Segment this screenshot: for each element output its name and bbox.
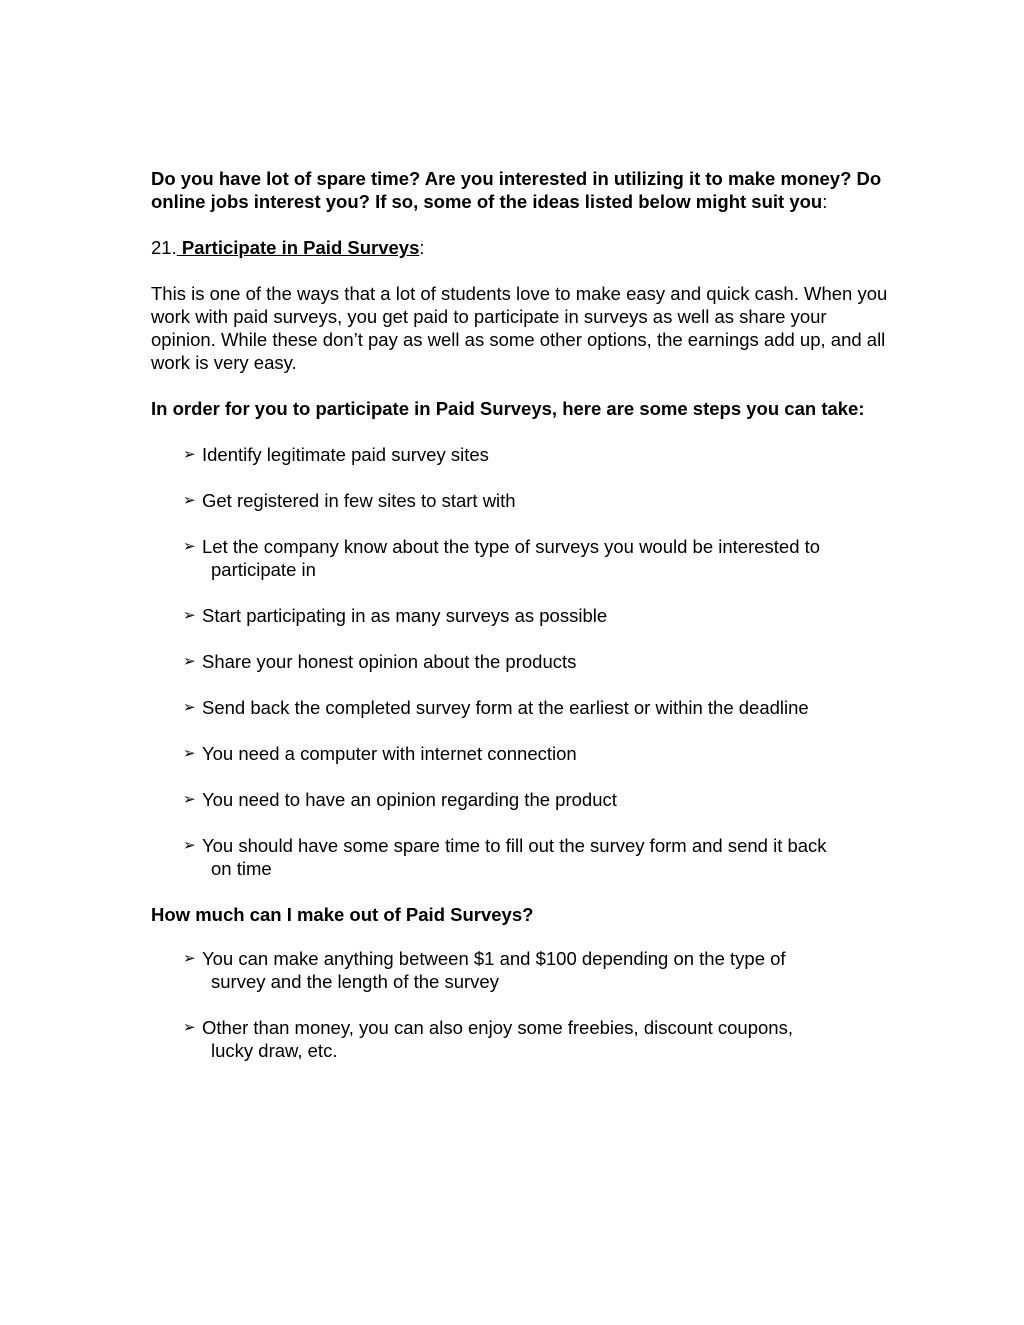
- arrow-bullet-icon: ➢: [183, 537, 196, 555]
- intro-colon: :: [822, 191, 828, 212]
- list-item-continuation: on time: [211, 858, 272, 879]
- list-item: [183, 489, 891, 512]
- list-item-text: Identify legitimate paid survey sites: [202, 444, 489, 465]
- steps-heading: In order for you to participate in Paid Surveys, here are some steps you can take:: [151, 398, 865, 419]
- list-item-text: Share your honest opinion about the products: [202, 651, 577, 672]
- section-title: Participate in Paid Surveys: [176, 237, 420, 258]
- arrow-bullet-icon: ➢: [183, 652, 196, 670]
- earnings-list: [151, 947, 891, 1062]
- list-item: [183, 834, 891, 880]
- list-item-text: Other than money, you can also enjoy some freebies, discount coupons,: [202, 1017, 793, 1038]
- arrow-bullet-icon: ➢: [183, 744, 196, 762]
- arrow-bullet-icon: ➢: [183, 790, 196, 808]
- list-item-text: Get registered in few sites to start with: [202, 490, 516, 511]
- list-item-text: You need a computer with internet connection: [202, 743, 577, 764]
- document-page: [151, 167, 891, 1085]
- section-colon: :: [419, 237, 425, 258]
- list-item: [183, 443, 891, 466]
- list-item: [183, 696, 891, 719]
- arrow-bullet-icon: ➢: [183, 606, 196, 624]
- list-item-continuation: participate in: [211, 559, 316, 580]
- arrow-bullet-icon: ➢: [183, 698, 196, 716]
- list-item: [183, 535, 891, 581]
- arrow-bullet-icon: ➢: [183, 491, 196, 509]
- list-item-text: You can make anything between $1 and $100 depending on the type of: [202, 948, 786, 969]
- earnings-heading: How much can I make out of Paid Surveys?: [151, 904, 534, 925]
- list-item: [183, 742, 891, 765]
- intro-paragraph: [151, 167, 891, 213]
- list-item-continuation: survey and the length of the survey: [211, 971, 499, 992]
- list-item-text: Start participating in as many surveys as possible: [202, 605, 608, 626]
- list-item: [183, 650, 891, 673]
- section-heading: [151, 236, 891, 259]
- list-item-continuation: lucky draw, etc.: [211, 1040, 338, 1061]
- list-item-text: Let the company know about the type of surveys you would be interested to: [202, 536, 821, 557]
- list-item-text: You need to have an opinion regarding the product: [202, 789, 617, 810]
- arrow-bullet-icon: ➢: [183, 949, 196, 967]
- arrow-bullet-icon: ➢: [183, 445, 196, 463]
- list-item: [183, 788, 891, 811]
- list-item-text: You should have some spare time to fill out the survey form and send it back: [202, 835, 827, 856]
- arrow-bullet-icon: ➢: [183, 836, 196, 854]
- list-item-text: Send back the completed survey form at the earliest or within the deadline: [202, 697, 809, 718]
- intro-question-text: Do you have lot of spare time? Are you interested in utilizing it to make money? Do online jobs interest you? If so, some of the ideas listed below might suit you: [151, 168, 882, 212]
- arrow-bullet-icon: ➢: [183, 1018, 196, 1036]
- list-item: [183, 604, 891, 627]
- list-item: [183, 947, 891, 993]
- description-paragraph: This is one of the ways that a lot of students love to make easy and quick cash. When you work with paid surveys, you get paid to participate in surveys as well as share your opinion. While these don’t pay as well as some other options, the earnings add up, and all work is very easy.: [151, 283, 888, 373]
- section-number: 21.: [151, 237, 177, 258]
- list-item: [183, 1016, 891, 1062]
- steps-list: [151, 443, 891, 880]
